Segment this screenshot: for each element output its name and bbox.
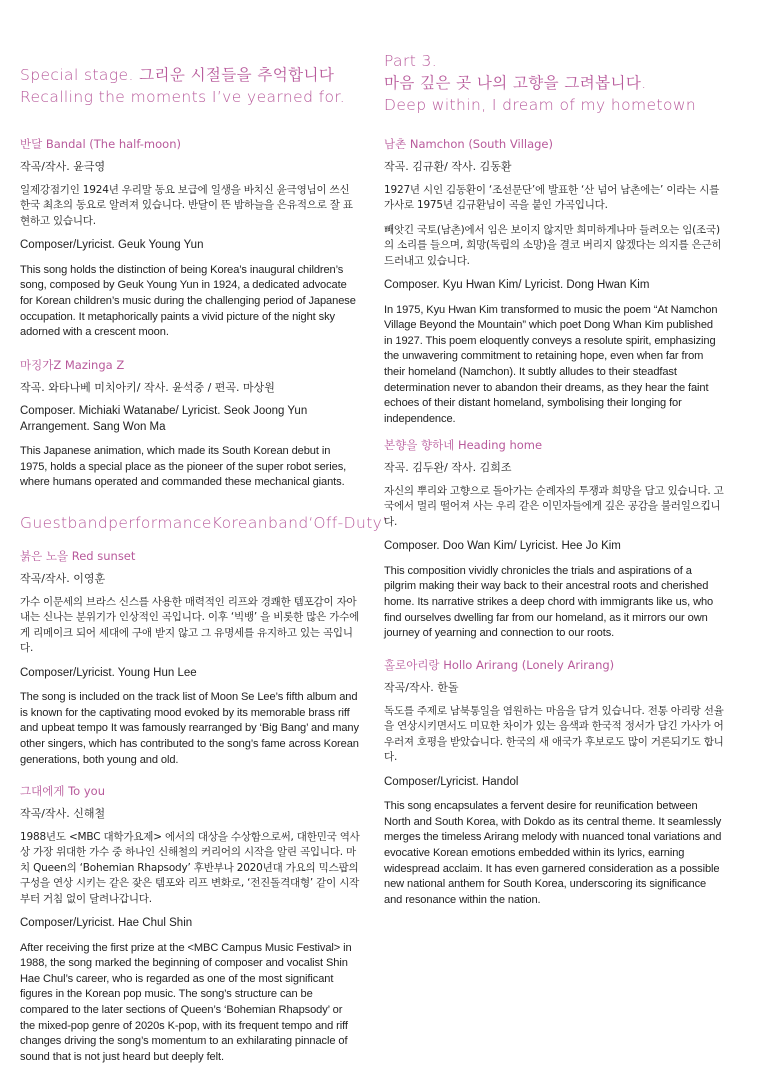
song-title: 남촌 Namchon (South Village) [384,137,553,151]
special-stage-heading-ko: Special stage. 그리운 시절들을 추억합니다 [20,66,335,84]
credit-korean: 작곡/작사. 이영훈 [20,572,106,585]
credit-english: Composer/Lyricist. Geuk Young Yun [20,239,204,252]
credit-korean: 작곡. 와타나베 미치아키/ 작사. 윤석중 / 편곡. 마상원 [20,381,275,394]
song-hollo-arirang [384,657,724,908]
part3-heading-ko: 마음 깊은 곳 나의 고향을 그려봅니다. [384,74,647,92]
description-english: In 1975, Kyu Hwan Kim transformed to music the poem “At Namchon Village Beyond the Mountain” which poet Dong Whan Kim published in 1927. This poem eloquently conveys a resolute spirit, emphasizing the unwavering commitment to retaining hope, even when far from their homeland (Namchon). It subtly alludes to their steadfast determination never to abandon their dreams, as they hear the faint echoes of their distant homeland, symbolising their longing for independence. [384,303,718,425]
credit-english: Composer/Lyricist. Young Hun Lee [20,666,197,679]
description-english: This song holds the distinction of being Korea’s inaugural children’s song, composed by Geuk Young Yun in 1924, a dedicated advocate for Korean children’s music during the challenging period of Japanese occupation. It metaphorically paints a vivid picture of the night sky adorned with a crescent moon. [20,263,356,339]
credit-english: Composer/Lyricist. Hae Chul Shin [20,917,193,930]
part3-heading [384,50,729,116]
credit-english: Composer/Lyricist. Handol [384,775,519,788]
credit-english: Composer. Kyu Hwan Kim/ Lyricist. Dong Hwan Kim [384,279,650,292]
guest-band-heading: GuestbandperformanceKoreanband‘Off-Duty’ [20,514,388,532]
song-title: 그대에게 To you [20,784,105,798]
special-stage-heading [20,64,365,108]
description-korean: 자신의 뿌리와 고향으로 돌아가는 순례자의 투쟁과 희망을 담고 있습니다. 고국에서 멀리 떨어져 사는 우리 같은 이민자들에게 깊은 공감을 불러일으킵니다. [384,485,724,528]
description-korean: 1927년 시인 김동환이 ‘조선문단’에 발표한 ‘산 넘어 남촌에는’ 이라는 시를 가사로 1975년 김규환님이 곡을 붙인 가곡입니다. [384,184,720,212]
credit-korean: 작곡/작사. 윤극영 [20,160,106,173]
description-korean: 가수 이문세의 브라스 신스를 사용한 매력적인 리프와 경쾌한 템포감이 자아내는 신나는 분위기가 인상적인 곡입니다. 이후 ‘빅뱅’ 을 비롯한 많은 가수에게 리메이크 되어 세대에 구애 받지 않고 그 유명세를 유지하고 있는 곡입니다. [20,596,360,655]
credit-english: Composer. Doo Wan Kim/ Lyricist. Hee Jo Kim [384,540,621,553]
song-to-you [20,783,360,1065]
song-bandal [20,136,360,341]
description-english: This composition vividly chronicles the trials and aspirations of a pilgrim making their way back to their ancestral roots and cherished home. Its narrative strikes a deep chord with immigrants like us, who find ourselves dwelling far from our homeland, as it mirrors our own journey of yearning and connection to our roots. [384,564,714,640]
description-korean-2: 빼앗긴 국토(남촌)에서 임은 보이지 않지만 희미하게나마 들려오는 임(조국)의 소리를 들으며, 희망(독립의 소망)을 결코 버리지 않겠다는 의지를 은근히 드러내고 있습니다. [384,223,722,267]
song-heading-home [384,437,724,642]
song-title: 본향을 향하네 Heading home [384,438,543,452]
song-title: 마징가Z Mazinga Z [20,358,125,372]
credit-korean: 작곡/작사. 한돌 [384,681,459,694]
description-english: This song encapsulates a fervent desire for reunification between North and South Korea, with Dokdo as its central theme. It seamlessly merges the timeless Arirang melody with nuanced tonal variations and evocative Korean emotions embedded within its lyrics, earning widespread acclaim. It has even garnered consideration as a possible new national anthem for South Korea, underscoring its significance and resonance within the nation. [384,800,722,906]
description-korean: 독도를 주제로 남북통일을 염원하는 마음을 담겨 있습니다. 전통 아리랑 선율을 연상시키면서도 미묘한 차이가 있는 음색과 한국적 정서가 담긴 가사가 어우러져 호평을 받았습니다. 한국의 새 애국가 후보로도 많이 거론되기도 합니다. [384,705,724,764]
special-stage-heading-en: Recalling the moments I’ve yearned for. [20,88,346,106]
description-english: After receiving the first prize at the <MBC Campus Music Festival> in 1988, the song marked the beginning of composer and vocalist Shin Hae Chul’s career, who is regarded as one of the most significant figures in the Korean pop music. The song’s structure can be compared to the later sections of Queen’s ‘Bohemian Rhapsody’ or the mixed-pop genre of 2020s K-pop, with its frequent tempo and riff changes driving the song’s momentum to an exhilarating pinnacle of sound that is not just heard but deeply felt. [20,941,352,1063]
song-red-sunset [20,548,360,768]
credit-korean: 작곡. 김두완/ 작사. 김희조 [384,461,512,474]
part3-label: Part 3. [384,52,438,70]
song-namchon [384,136,724,427]
song-title: 반달 Bandal (The half-moon) [20,137,181,151]
credit-korean: 작곡. 김규환/ 작사. 김동환 [384,160,512,173]
description-english: The song is included on the track list of Moon Se Lee’s fifth album and is known for the captivating mood evoked by its memorable brass riff and upbeat tempo It was famously rearranged by ‘Big Bang’ and many other singers, which has contributed to the song’s fame across Korean generations, both young and old. [20,691,359,766]
credit-korean: 작곡/작사. 신해철 [20,807,106,820]
description-english: This Japanese animation, which made its South Korean debut in 1975, holds a special place as the pioneer of the super robot series, where humans operated and commanded these mechanical giants. [20,445,347,489]
song-title: 홀로아리랑 Hollo Arirang (Lonely Arirang) [384,658,615,672]
description-korean: 1988년도 <MBC 대학가요제> 에서의 대상을 수상함으로써, 대한민국 역사상 가장 위대한 가수 중 하나인 신해철의 커리어의 시작을 알린 곡입니다. 마치 Queen의 ‘Bohemian Rhapsody’ 후반부나 2020년대 가요의 믹스팝의 구성을 연상 시키는 같은 잦은 템포와 리프 변화로, ‘전진돌격대형’ 같이 시작부터 거침 없이 달려나갑니다. [20,831,360,905]
part3-heading-en: Deep within, I dream of my hometown [384,96,697,114]
song-title: 붉은 노을 Red sunset [20,549,136,563]
description-korean: 일제강점기인 1924년 우리말 동요 보급에 일생을 바치신 윤극영님이 쓰신 한국 최초의 동요로 알려져 있습니다. 반달이 뜬 밤하늘을 은유적으로 잘 표현하고 있습니다. [20,184,353,227]
song-mazinga-z [20,357,360,491]
credit-english: Composer. Michiaki Watanabe/ Lyricist. Seok Joong Yun Arrangement. Sang Won Ma [20,405,308,433]
